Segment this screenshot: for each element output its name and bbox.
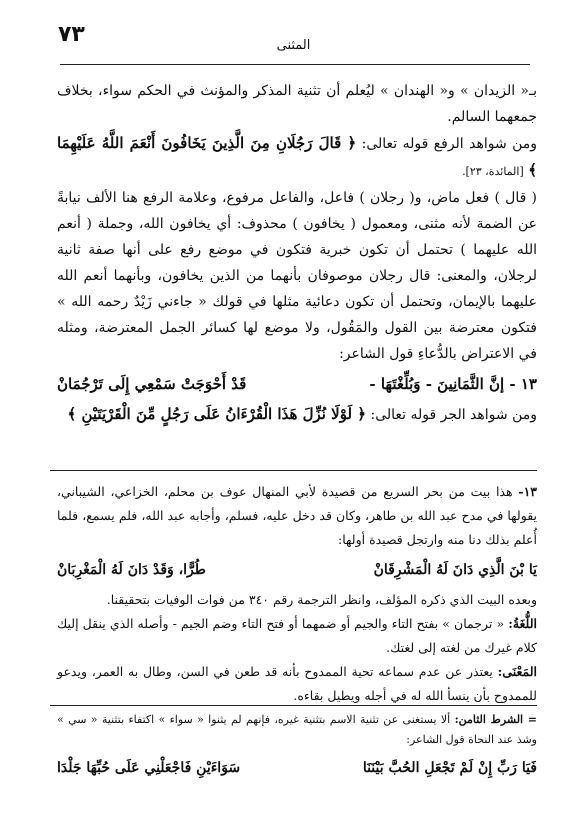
verse-second-half: سَوَاءَيْنِ فَاجْعَلْنِي عَلَى حُبِّهَا جَلْدَا bbox=[57, 760, 241, 776]
verse-text-a: إنَّ الثَّمَانِينَ - وَبُلِّغْتَهَا - bbox=[369, 375, 505, 393]
note bbox=[57, 612, 537, 660]
footnote-rule bbox=[50, 705, 537, 706]
quran-reference: [المائدة، ٢٣]. bbox=[462, 165, 524, 178]
paragraph-lead: ومن شواهد الرفع قوله تعالى: bbox=[361, 136, 537, 152]
footnote-text: ألا يستغنى عن تثنية الاسم بتثنية غيره، فإنهم لم يثنوا « سواء » اكتفاء بتثنية « سي » وشذ عند النحاة قول الشاعر: bbox=[57, 713, 537, 746]
note-lead: اللُّغَةُ: bbox=[508, 616, 537, 631]
header-rule bbox=[60, 64, 530, 65]
paragraph: ( قال ) فعل ماض، و( رجلان ) فاعل، والفاعل مرفوع، وعلامة الرفع هنا الألف نيابةً عن الضمة لأنه مثنى، ومعمول ( يخافون ) محذوف: أي يخافون الله، وجملة ( أنعم الله عليهما ) تحتمل أن تكون خبرية فتكون في موضع رفع على أنها صفة ثانية لرجلان، والمعنى: قال رجلان موصوفان بأنهما من الذين يخافون، وبأنهما أنعم الله عليهما بالإيمان، وتحتمل أن تكون دعائية مثلها في قولك « جاءني زَيْدٌ رحمه الله » فتكون معترضة بين القول والمَقُول، ولا موضع لها كسائر الجمل المعترضة، ومثله في الاعتراض بالدُّعاءِ قول الشاعر: bbox=[57, 190, 537, 362]
note-number: ١٣- bbox=[518, 484, 538, 499]
quran-verse: ﴿ قَالَ رَجُلَانِ مِنَ الَّذِينَ يَخَافُونَ أَنْعَمَ اللَّهُ عَلَيْهِمَا ﴾ bbox=[57, 134, 537, 179]
notes-rule bbox=[50, 470, 537, 471]
note: وبعده البيت الذي ذكره المؤلف، وانظر الترجمة رقم ٣٤٠ من فوات الوفيات بتحقيقنا. bbox=[106, 592, 537, 607]
main-text bbox=[57, 78, 537, 428]
verse-second-half: قَدْ أَحْوَجَتْ سَمْعِي إِلَى تَرْجُمَانْ bbox=[57, 375, 247, 393]
paragraph: بـ« الزيدان » و« الهندان » ليُعلم أن تثنية المذكر والمؤنث في الحكم سواء، بخلاف جمعهما السالم. bbox=[57, 83, 537, 125]
verse-first-half: يَا بْنَ الَّذِي دَانَ لَهُ الْمَشْرِقَانْ bbox=[373, 562, 537, 578]
paragraph-lead: ومن شواهد الجر قوله تعالى: bbox=[370, 407, 537, 423]
note bbox=[57, 660, 537, 708]
note-text: « ترجمان » بفتح التاء والجيم أو ضمهما أو فتح التاء وضم الجيم - وأصله الذي ينقل إليك كلام غيرك من لغته إلى لغتك. bbox=[57, 616, 537, 655]
verse-number: ١٣ - bbox=[509, 375, 537, 393]
verse-first-half bbox=[369, 371, 537, 397]
footnote-lead: = الشرط الثامن: bbox=[454, 713, 538, 726]
poetry-verse bbox=[57, 558, 537, 582]
footnote-text-block bbox=[57, 710, 537, 750]
page-number: ٧٣ bbox=[58, 22, 85, 47]
poetry-verse bbox=[57, 371, 537, 397]
verse-first-half: فَيَا رَبِّ إِنْ لَمْ تَجْعَلِ الحُبَّ بَيْنَنَا bbox=[362, 760, 537, 776]
quran-verse: ﴿ لَوْلَا نُزِّلَ هَذَا الْقُرْءَانُ عَلَى رَجُلٍ مِّنَ الْقَرْيَتَيْنِ ﴾ bbox=[67, 405, 367, 423]
poetry-verse bbox=[57, 758, 537, 778]
footnote bbox=[57, 710, 537, 778]
note-text: يعتذر عن عدم سماعه تحية الممدوح بأنه قد طعن في السن، وطال به العمر، ويدعو للممدوح بأن ينسأ الله له في أجله ويطيل بقاءه. bbox=[57, 664, 537, 703]
paragraph bbox=[57, 130, 537, 185]
paragraph bbox=[57, 401, 537, 428]
note-lead: المَعْنَى: bbox=[497, 664, 537, 679]
verse-second-half: طُرًّا، وَقَدْ دَانَ لَهُ الْمَغْرِبَانْ bbox=[57, 562, 206, 578]
note bbox=[57, 480, 537, 552]
running-title: المثنى bbox=[276, 38, 311, 53]
notes-section bbox=[57, 480, 537, 708]
note-text: هذا بيت من بحر السريع من قصيدة لأبي المنهال عوف بن محلم، الخزاعي، الشيباني، يقولها في مدح عبد الله بن طاهر، وكان قد دخل عليه، فسلم، وأجابه عبد الله، فلم يسمع، فلما أُعلم بذلك دنا منه وارتجل قصيدة أولها: bbox=[57, 484, 537, 547]
